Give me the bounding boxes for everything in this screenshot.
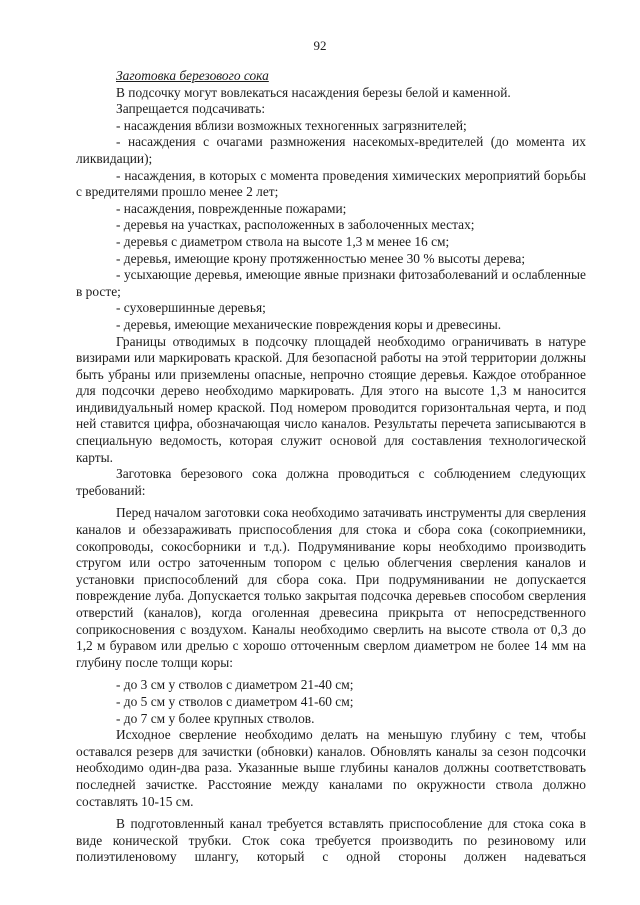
tools-paragraph: Перед началом заготовки сока необходимо затачивать инструменты для сверления каналов и обеззараживать приспособления для стока и сбора сока (сокоприемники, сокопроводы, сокосборники и т.д.). Подрумянивание коры необходимо производить стругом или остро заточенным топором с целью облегчения сверления каналов и установки приспособлений для сбора сока. При подрумянивании не допускается повреждение луба. Допускается только закрытая подсочка деревьев способом сверления отверстий (каналов), когда оголенная древесина прикрыта от непосредственного соприкосновения с воздухом. Каналы необходимо сверлить на высоте ствола от 0,3 до 1,2 м буравом или дрелью с хорошо отточенным сверлом диаметром не более 14 мм на глубину после толщи коры: <box>76 505 586 670</box>
requirements-paragraph: Заготовка березового сока должна проводиться с соблюдением следующих требований: <box>76 466 586 498</box>
list-item: - насаждения с очагами размножения насекомых-вредителей (до момента их ликвидации); <box>76 134 586 166</box>
depth-item: - до 7 см у более крупных стволов. <box>116 710 315 726</box>
section-heading: Заготовка березового сока <box>116 68 269 83</box>
depth-item: - до 5 см у стволов с диаметром 41-60 см; <box>116 693 354 709</box>
prohibited-label: Запрещается подсачивать: <box>116 101 266 117</box>
list-item: - деревья на участках, расположенных в заболоченных местах; <box>116 217 475 233</box>
page-body <box>76 68 586 866</box>
list-item: - суховершинные деревья; <box>116 300 266 316</box>
prepared-channel-paragraph: В подготовленный канал требуется вставлять приспособление для стока сока в виде конической трубки. Сток сока требуется производить по резиновому или полиэтиленовому шлангу, который с одной стороны должен надеваться <box>76 816 586 865</box>
list-item: - деревья, имеющие крону протяженностью менее 30 % высоты дерева; <box>116 250 526 266</box>
intro-paragraph: В подсочку могут вовлекаться насаждения березы белой и каменной. <box>116 84 511 100</box>
list-item: - насаждения, в которых с момента проведения химических мероприятий борьбы с вредителями прошло менее 2 лет; <box>76 167 586 200</box>
list-item: - насаждения вблизи возможных техногенных загрязнителей; <box>116 117 467 133</box>
initial-drilling-paragraph: Исходное сверление необходимо делать на меньшую глубину с тем, чтобы оставался резерв для зачистки (обновки) каналов. Обновлять каналы за сезон подсочки необходимо один-два раза. Указанные выше глубины каналов должны соответствовать последней зачистке. Расстояние между каналами по окружности ствола должно составлять 10-15 см. <box>76 727 586 809</box>
page-number: 92 <box>313 38 327 53</box>
boundaries-paragraph: Границы отводимых в подсочку площадей необходимо ограничивать в натуре визирами или маркировать краской. Для безопасной работы на этой территории должны быть убраны или приземлены опасные, непрочно стоящие деревья. Каждое отобранное для подсочки дерево необходимо маркировать. Для этого на высоте 1,3 м наносится индивидуальный номер краской. Под номером проводится горизонтальная черта, и под ней ставится цифра, обозначающая число каналов. Результаты перечета записываются в специальную ведомость, которая служит основой для составления технологической карты. <box>76 333 586 465</box>
list-item: - насаждения, поврежденные пожарами; <box>116 200 347 216</box>
list-item: - деревья, имеющие механические повреждения коры и древесины. <box>116 316 502 332</box>
list-item: - усыхающие деревья, имеющие явные признаки фитозаболеваний и ослабленные в росте; <box>76 267 586 299</box>
depth-item: - до 3 см у стволов с диаметром 21-40 см; <box>116 677 354 693</box>
list-item: - деревья с диаметром ствола на высоте 1,3 м менее 16 см; <box>116 233 450 249</box>
